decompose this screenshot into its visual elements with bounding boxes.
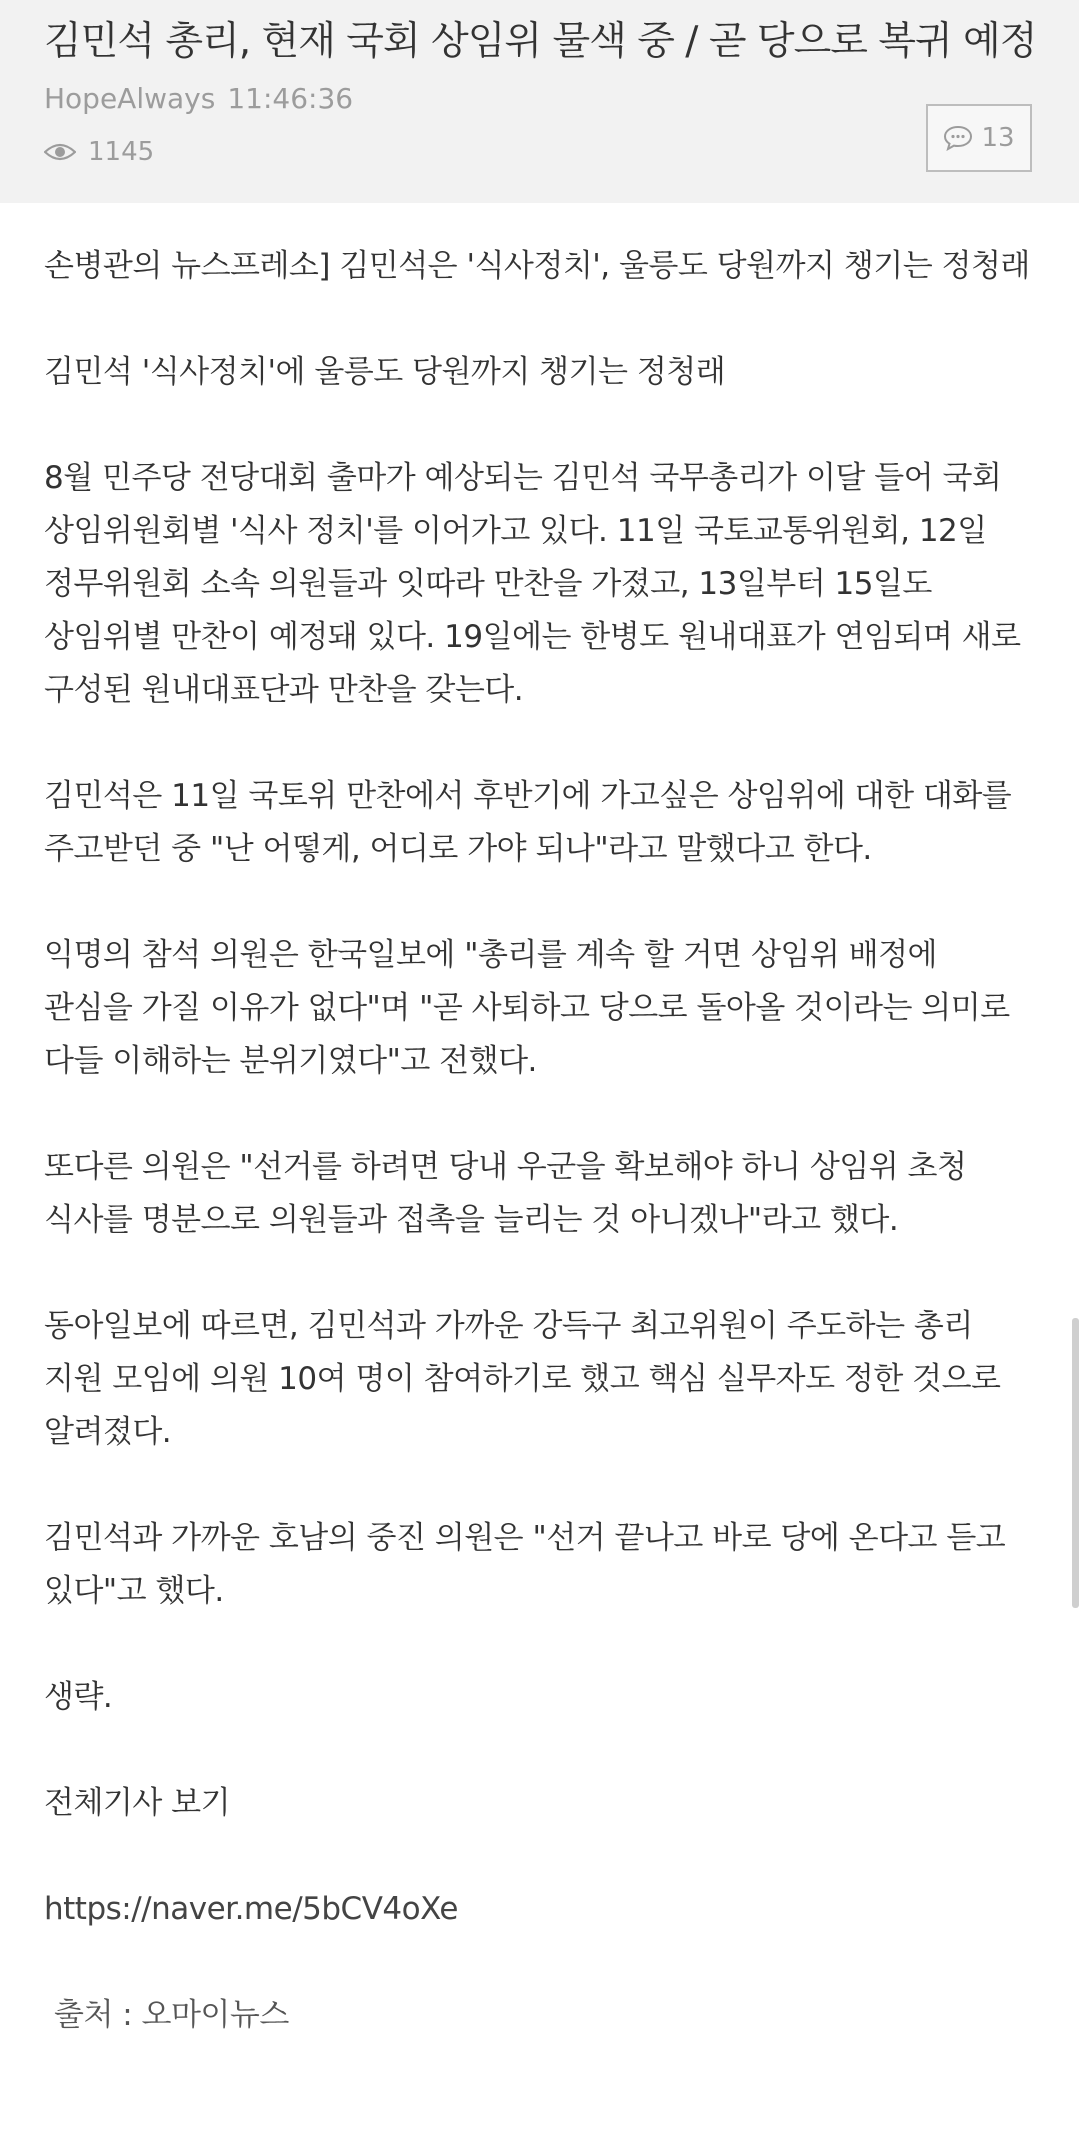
source-credit: 출처 : 오마이뉴스 <box>54 1997 289 2033</box>
paragraph: 동아일보에 따르면, 김민석과 가까운 강득구 최고위원이 주도하는 총리 지원 모임에 의원 10여 명이 참여하기로 했고 핵심 실무자도 정한 것으로 알려졌다. <box>44 1308 1001 1450</box>
paragraph: 김민석은 11일 국토위 만찬에서 후반기에 가고싶은 상임위에 대한 대화를 주고받던 중 "난 어떻게, 어디로 가야 되나"라고 말했다고 한다. <box>44 778 1012 867</box>
post-meta <box>44 82 353 115</box>
comment-count: 13 <box>981 123 1015 153</box>
paragraph: 8월 민주당 전당대회 출마가 예상되는 김민석 국무총리가 이달 들어 국회 상임위원회별 '식사 정치'를 이어가고 있다. 11일 국토교통위원회, 12일 정무위원회 소속 의원들과 잇따라 만찬을 가졌고, 13일부터 15일도 상임위별 만찬이 예정돼 있다. 19일에는 한병도 원내대표가 연임되며 새로 구성된 원내대표단과 만찬을 갖는다. <box>44 460 1021 708</box>
paragraph: 생략. <box>44 1679 113 1715</box>
paragraph: 익명의 참석 의원은 한국일보에 "총리를 계속 할 거면 상임위 배정에 관심을 가질 이유가 없다"며 "곧 사퇴하고 당으로 돌아올 것이라는 의미로 다들 이해하는 분위기였다"고 전했다. <box>44 937 1010 1079</box>
paragraph: 또다른 의원은 "선거를 하려면 당내 우군을 확보해야 하니 상임위 초청 식사를 명분으로 의원들과 접촉을 늘리는 것 아니겠나"라고 했다. <box>44 1149 967 1238</box>
post-time: 11:46:36 <box>227 82 354 115</box>
scrollbar-thumb[interactable] <box>1072 1318 1079 1608</box>
post-content <box>44 240 1034 2042</box>
paragraph: 김민석과 가까운 호남의 중진 의원은 "선거 끝나고 바로 당에 온다고 듣고 있다"고 했다. <box>44 1520 1006 1609</box>
article-link[interactable]: https://naver.me/5bCV4oXe <box>44 1891 459 1927</box>
full-article-label: 전체기사 보기 <box>44 1785 231 1821</box>
paragraph: 김민석 '식사정치'에 울릉도 당원까지 챙기는 정청래 <box>44 354 726 390</box>
post-title: 김민석 총리, 현재 국회 상임위 물색 중 / 곧 당으로 복귀 예정 <box>44 19 1037 64</box>
author-name[interactable]: HopeAlways <box>44 82 216 115</box>
speech-bubble-icon <box>943 125 973 151</box>
view-count-value: 1145 <box>88 137 155 167</box>
post-header <box>0 0 1079 203</box>
eye-icon <box>44 142 76 162</box>
view-count <box>44 134 154 170</box>
comment-count-button[interactable] <box>926 104 1032 172</box>
paragraph: 손병관의 뉴스프레소] 김민석은 '식사정치', 울릉도 당원까지 챙기는 정청래 <box>44 248 1030 284</box>
